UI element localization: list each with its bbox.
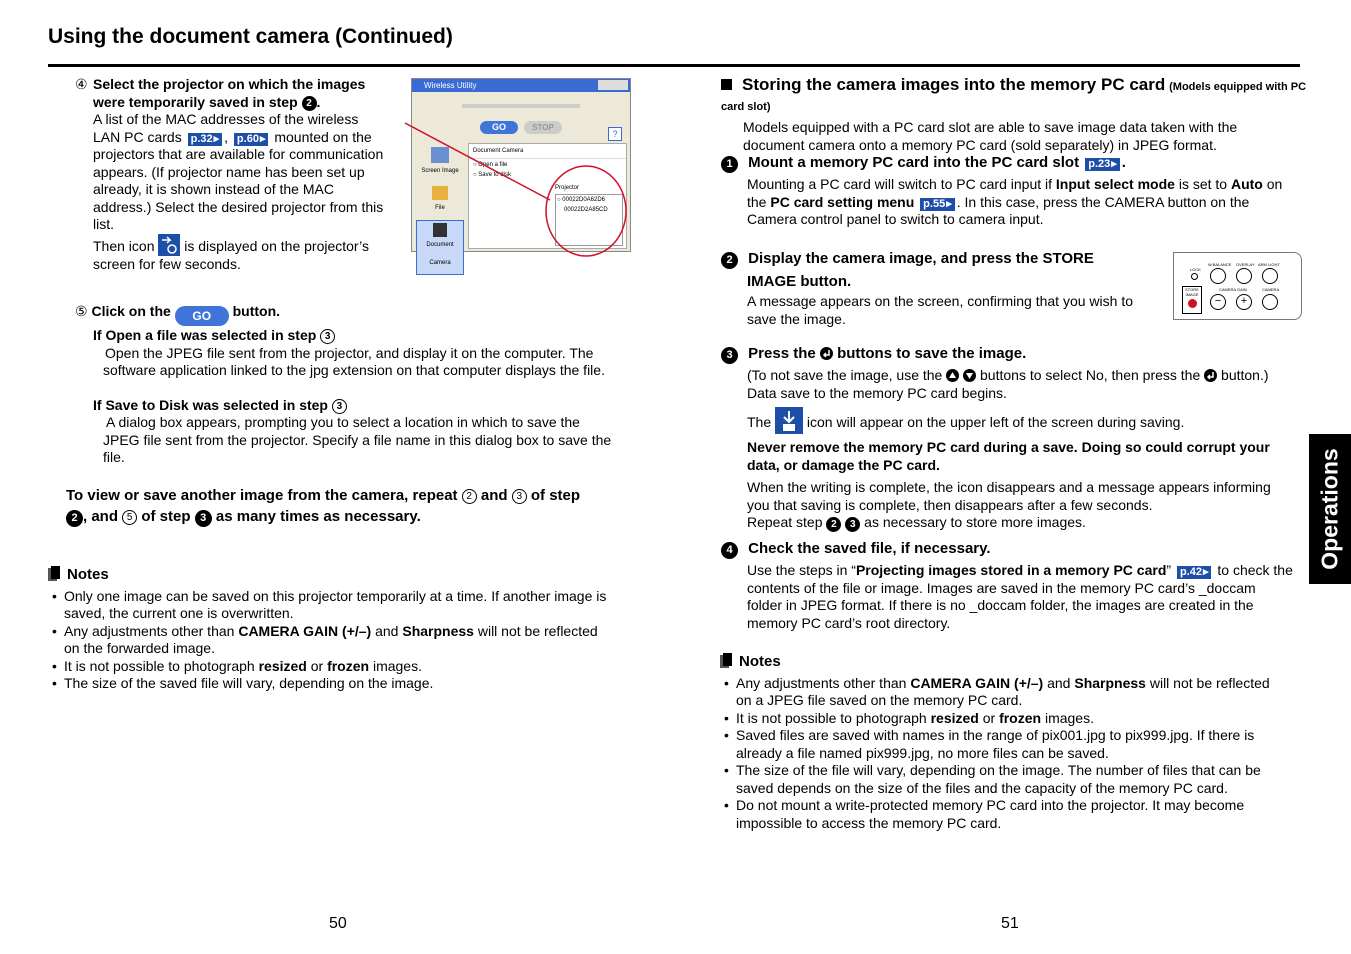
enter-icon [820, 347, 833, 360]
then-icon-text-2: is displayed on the projector’s [184, 237, 369, 254]
note-2-and: and [375, 622, 399, 639]
step3-l6-post: as necessary to store more images. [864, 514, 1086, 530]
step3-l6-n2: 2 [826, 517, 841, 532]
notes-icon [48, 566, 61, 581]
step3-l6-pre: Repeat step [747, 514, 823, 530]
page-ref-p42[interactable]: p.42 ▸ [1177, 566, 1212, 579]
rnote-1-pre: Any adjustments other than [736, 674, 907, 691]
panel-overlay-label: OVERLAY [1236, 262, 1255, 267]
step1-b1-end: on [1266, 176, 1283, 192]
step1-block [721, 154, 1306, 229]
step4-body-5: already, it is shown instead of the MAC [93, 181, 334, 197]
repeat-instruction [66, 485, 641, 527]
page-ref-p23[interactable]: p.23 ▸ [1085, 158, 1120, 171]
repeat-tail: as many times as necessary. [215, 508, 421, 525]
step1-b1-bold1: Input select mode [1055, 176, 1175, 192]
step1-b1-bold2: Auto [1230, 176, 1263, 192]
saving-icon [775, 407, 803, 434]
signal-bar [462, 104, 580, 108]
wbalance-button[interactable] [1210, 268, 1226, 284]
rnote-1-line2: on a JPEG file saved on the memory PC card. [736, 692, 1023, 708]
note-2-b2: Sharpness [402, 622, 474, 639]
repeat-and1: and [480, 487, 508, 504]
screen-image-label: Screen Image [421, 168, 459, 174]
page-ref-p60[interactable]: p.60 ▸ [234, 133, 269, 146]
open-step: 3 [320, 329, 335, 344]
save-heading: If Save to Disk was selected in step [93, 396, 328, 413]
save-body-1: A dialog box appears, prompting you to select a location in which to save the [106, 414, 580, 430]
rnote-2-b1: resized [930, 709, 979, 726]
note-item [48, 623, 628, 658]
up-arrow-icon [946, 369, 959, 382]
step5-num: ⑤ [75, 303, 88, 319]
step4-body-2a: LAN PC cards [93, 128, 182, 145]
step3-l3-post: icon will appear on the upper left of the screen during saving. [806, 414, 1185, 430]
then-icon-text-3: screen for few seconds. [93, 255, 241, 272]
note-4: The size of the saved file will vary, depending on the image. [64, 675, 434, 691]
note-3-b2: frozen [327, 657, 370, 674]
gain-plus-button[interactable]: + [1236, 294, 1252, 310]
repeat-n3: 3 [512, 489, 527, 504]
note-3-pre: It is not possible to photograph [64, 657, 255, 674]
note-item [48, 658, 628, 676]
save-body-3: file. [103, 449, 125, 465]
save-disk-label: Save to disk [478, 172, 511, 178]
page-title: Using the document camera (Continued) [48, 25, 453, 48]
save-body-2: JPEG file sent from the projector. Specify a file name in this dialog box to save the [103, 431, 612, 448]
step4-right-block [721, 540, 1311, 632]
step2-head-1: Display the camera image, and press the STORE [748, 250, 1094, 267]
camera-gain-label: CAMERA GAIN [1219, 287, 1247, 292]
window-title: Wireless Utility [424, 81, 477, 90]
rnote-4a: The size of the file will vary, depending on the image. The number of files that can be [736, 762, 1261, 778]
open-body-1: Open the JPEG file sent from the projector, and display it on the computer. The [105, 344, 594, 361]
step4-body: A list of the MAC addresses of the wireless [93, 111, 359, 127]
step1-b2-bold: PC card setting menu [770, 193, 915, 210]
step4-body-3: projectors that are available for communication [93, 146, 384, 162]
step3-head-post: buttons to save the image. [837, 345, 1027, 362]
panel-label: Document Camera [469, 144, 626, 159]
repeat-big3: 3 [195, 510, 212, 527]
step4-num: ④ [75, 76, 88, 92]
page-ref-p32[interactable]: p.32 ▸ [188, 133, 223, 146]
step3-num: 3 [721, 347, 738, 364]
step4r-b3: folder in JPEG format. If there is no _doccam folder, the images are created in the [747, 597, 1254, 613]
step4-heading-2: were temporarily saved in step [93, 93, 298, 110]
step3-l4: When the writing is complete, the icon disappears and a message appears informing [747, 479, 1271, 495]
rnote-2-b2: frozen [999, 709, 1042, 726]
section-bullet-icon [721, 79, 732, 90]
note-item [720, 727, 1305, 762]
repeat-n5: 5 [122, 510, 137, 525]
rnote-5b: impossible to access the memory PC card. [736, 814, 1002, 831]
rnote-3a: Saved files are saved with names in the range of pix001.jpg to pix999.jpg. If there is [736, 727, 1255, 743]
section-qualifier: (Models equipped with PC card slot) [721, 81, 1307, 113]
step4r-b2: contents of the file or image. Images are saved in the memory PC card’s _doccam [747, 579, 1256, 596]
projector-label: Projector [555, 185, 580, 191]
step1-b2-pre: the [747, 193, 767, 210]
step1-head: Mount a memory PC card into the PC card slot [748, 154, 1080, 171]
rnote-5a: Do not mount a write-protected memory PC card into the projector. It may become [736, 797, 1245, 813]
store-image-label: STORE IMAGE [1185, 287, 1199, 297]
mac-1: 00022D0A62D6 [562, 197, 605, 203]
file-label: File [435, 204, 445, 211]
open-heading: If Open a file was selected in step [93, 327, 317, 343]
note-2-b1: CAMERA GAIN (+/–) [238, 622, 372, 639]
step4-block: ④ Select the projector on which the images were temporarily saved in step 2 . A list of the MAC addresses of the wireless LAN PC cards p.32 ▸ , p.60 ▸ mounted on the projectors that are available for communication appears. (If projector name has been set up already, it is shown instead of the MAC address.) Select the desired projector from this list. Then icon is displayed on the projector’s screen for few seconds. [75, 76, 405, 273]
transfer-icon [158, 234, 180, 256]
camera-control-panel [1173, 252, 1302, 320]
repeat-of-step: of step [530, 487, 581, 504]
step3-warning-1: Never remove the memory PC card during a save. Doing so could corrupt your [747, 439, 1270, 455]
step1-head-end: . [1121, 154, 1126, 171]
note-2-line2: on the forwarded image. [64, 640, 215, 656]
enter-icon [1204, 369, 1217, 382]
go-button-inline[interactable] [175, 306, 229, 326]
open-file-radio[interactable]: ○ Open a file [473, 162, 508, 168]
save-disk-radio[interactable]: ○ Save to disk [473, 172, 511, 178]
window-controls[interactable] [598, 80, 628, 90]
note-item [48, 675, 628, 693]
side-tab-label: Operations [1316, 448, 1343, 570]
step1-num: 1 [721, 156, 738, 173]
camera-button[interactable] [1262, 294, 1278, 310]
rnote-4b: saved depends on the size of the files and the capacity of the memory PC card. [736, 779, 1228, 796]
note-item [720, 710, 1305, 728]
projector-item[interactable]: ○ 00022D0A62D6 [557, 197, 605, 203]
note-item [48, 588, 628, 623]
document-camera-label: Document Camera [426, 242, 454, 266]
step3-head-pre: Press the [748, 345, 816, 362]
overlay-button[interactable] [1236, 268, 1252, 284]
side-tab [1309, 434, 1351, 584]
step2-num: 2 [721, 252, 738, 269]
rnote-2-post: images. [1044, 709, 1094, 726]
step4r-num: 4 [721, 542, 738, 559]
step1-b2-post: . In this case, press the CAMERA button on the [956, 193, 1250, 210]
rnote-3b: already a file named pix999.jpg, no more files can be saved. [736, 744, 1109, 761]
step5-block [75, 303, 635, 467]
step3-block [721, 345, 1306, 532]
step1-b1-mid: is set to [1178, 176, 1228, 192]
step3-l5: you that saving is complete, then disappears after a few seconds. [747, 496, 1153, 513]
panel-camera-label: CAMERA [1262, 287, 1280, 292]
help-button[interactable]: ? [608, 127, 622, 141]
step4r-b1-pre: Use the steps in “ [747, 562, 856, 578]
repeat-a: To view or save another image from the camera, repeat [66, 487, 458, 504]
note-3-post: images. [372, 657, 422, 674]
title-rule [48, 64, 1300, 67]
save-step: 3 [332, 399, 347, 414]
note-3-b1: resized [258, 657, 307, 674]
note-1a: Only one image can be saved on this projector temporarily at a time. If another image is [64, 587, 607, 604]
open-body-2: software application linked to the jpg extension on that computer displays the file. [103, 362, 605, 378]
section-title: Storing the camera images into the memory PC card [742, 75, 1166, 94]
repeat-n2: 2 [462, 489, 477, 504]
step1-b1-pre: Mounting a PC card will switch to PC card input if [747, 176, 1053, 192]
then-icon-text: Then icon [93, 237, 155, 254]
notes-heading-right: Notes [739, 653, 781, 670]
step5-click-b: button. [232, 303, 281, 319]
step2-head-2: IMAGE button. [747, 273, 852, 290]
intro-1: Models equipped with a PC card slot are able to save image data taken with the [743, 119, 1238, 135]
go-label: GO [192, 309, 212, 323]
gain-minus-button[interactable]: − [1210, 294, 1226, 310]
note-item [720, 762, 1305, 797]
rnote-2-or: or [982, 709, 996, 726]
step4r-b1-bold: Projecting images stored in a memory PC card [855, 562, 1167, 578]
step4-body-4: appears. (If projector name has been set up [93, 163, 365, 180]
panel-lock-label: LOCK [1190, 267, 1201, 272]
step2-body-2: save the image. [747, 310, 846, 327]
down-arrow-icon [963, 369, 976, 382]
page-number-left: 50 [329, 915, 347, 932]
step3-l1-post: button.) [1221, 367, 1269, 383]
left-notes [48, 566, 628, 693]
rnote-1-b2: Sharpness [1074, 674, 1146, 691]
page-ref-p55[interactable]: p.55 ▸ [920, 198, 955, 211]
rnote-1-b1: CAMERA GAIN (+/–) [910, 674, 1044, 691]
note-item [720, 675, 1305, 710]
mac-2: 00022D2A85CD [564, 207, 608, 213]
step2-body-1: A message appears on the screen, confirming that you wish to [747, 293, 1133, 309]
step4-body-7: list. [93, 216, 114, 232]
stop-button[interactable]: STOP [524, 121, 562, 134]
step1-b3: Camera control panel to switch to camera input. [747, 211, 1044, 227]
lock-indicator [1191, 273, 1198, 280]
note-2-post: will not be reflected [477, 622, 598, 639]
open-file-label: Open a file [478, 162, 508, 168]
step3-l1-pre: (To not save the image, use the [747, 367, 943, 383]
repeat-of-step2: of step [141, 508, 191, 525]
rnote-1-post: will not be reflected [1149, 674, 1270, 691]
section-header [721, 76, 1306, 154]
step3-l3-pre: The [747, 414, 772, 430]
step3-warning-2: data, or damage the PC card. [747, 456, 940, 473]
step4r-head: Check the saved file, if necessary. [748, 540, 991, 557]
store-image-box [1182, 286, 1202, 314]
note-3-or: or [310, 657, 324, 674]
step4r-b4: memory PC card’s root directory. [747, 614, 951, 631]
notes-icon [720, 653, 733, 668]
go-button[interactable]: GO [480, 121, 518, 134]
panel-armlight-label: ARM LIGHT [1258, 262, 1280, 267]
step2-block [721, 247, 1161, 328]
step5-click-a: Click on the [91, 303, 171, 319]
note-1b: saved, the current one is overwritten. [64, 605, 294, 621]
intro-2: document camera onto a memory PC card (sold separately) in JPEG format. [743, 136, 1217, 153]
panel-wbalance-label: W.BALANCE [1208, 262, 1232, 267]
step3-l1-mid: buttons to select No, then press the [980, 367, 1201, 383]
notes-heading: Notes [67, 566, 109, 583]
step4-heading-1: Select the projector on which the images [93, 76, 366, 92]
armlight-button[interactable] [1262, 268, 1278, 284]
repeat-big2: 2 [66, 510, 83, 527]
repeat-and2: , and [83, 508, 119, 525]
step3-l6-n3: 3 [845, 517, 860, 532]
rnote-1-and: and [1047, 674, 1071, 691]
step4r-b1-post: to check the [1217, 562, 1293, 578]
note-2-pre: Any adjustments other than [64, 622, 235, 639]
step3-l2: Data save to the memory PC card begins. [747, 384, 1007, 401]
step4-body-6: address.) Select the desired projector from this [93, 198, 384, 215]
store-image-button[interactable] [1188, 299, 1197, 308]
page-number-right: 51 [1001, 915, 1019, 932]
step4r-b1-q: ” [1166, 562, 1172, 578]
highlight-callout [400, 118, 632, 260]
step4-body-2b: mounted on the [274, 128, 372, 145]
rnote-2-pre: It is not possible to photograph [736, 709, 927, 726]
step4-heading-step: 2 [302, 96, 317, 111]
note-item [720, 797, 1305, 832]
right-notes [720, 653, 1305, 832]
